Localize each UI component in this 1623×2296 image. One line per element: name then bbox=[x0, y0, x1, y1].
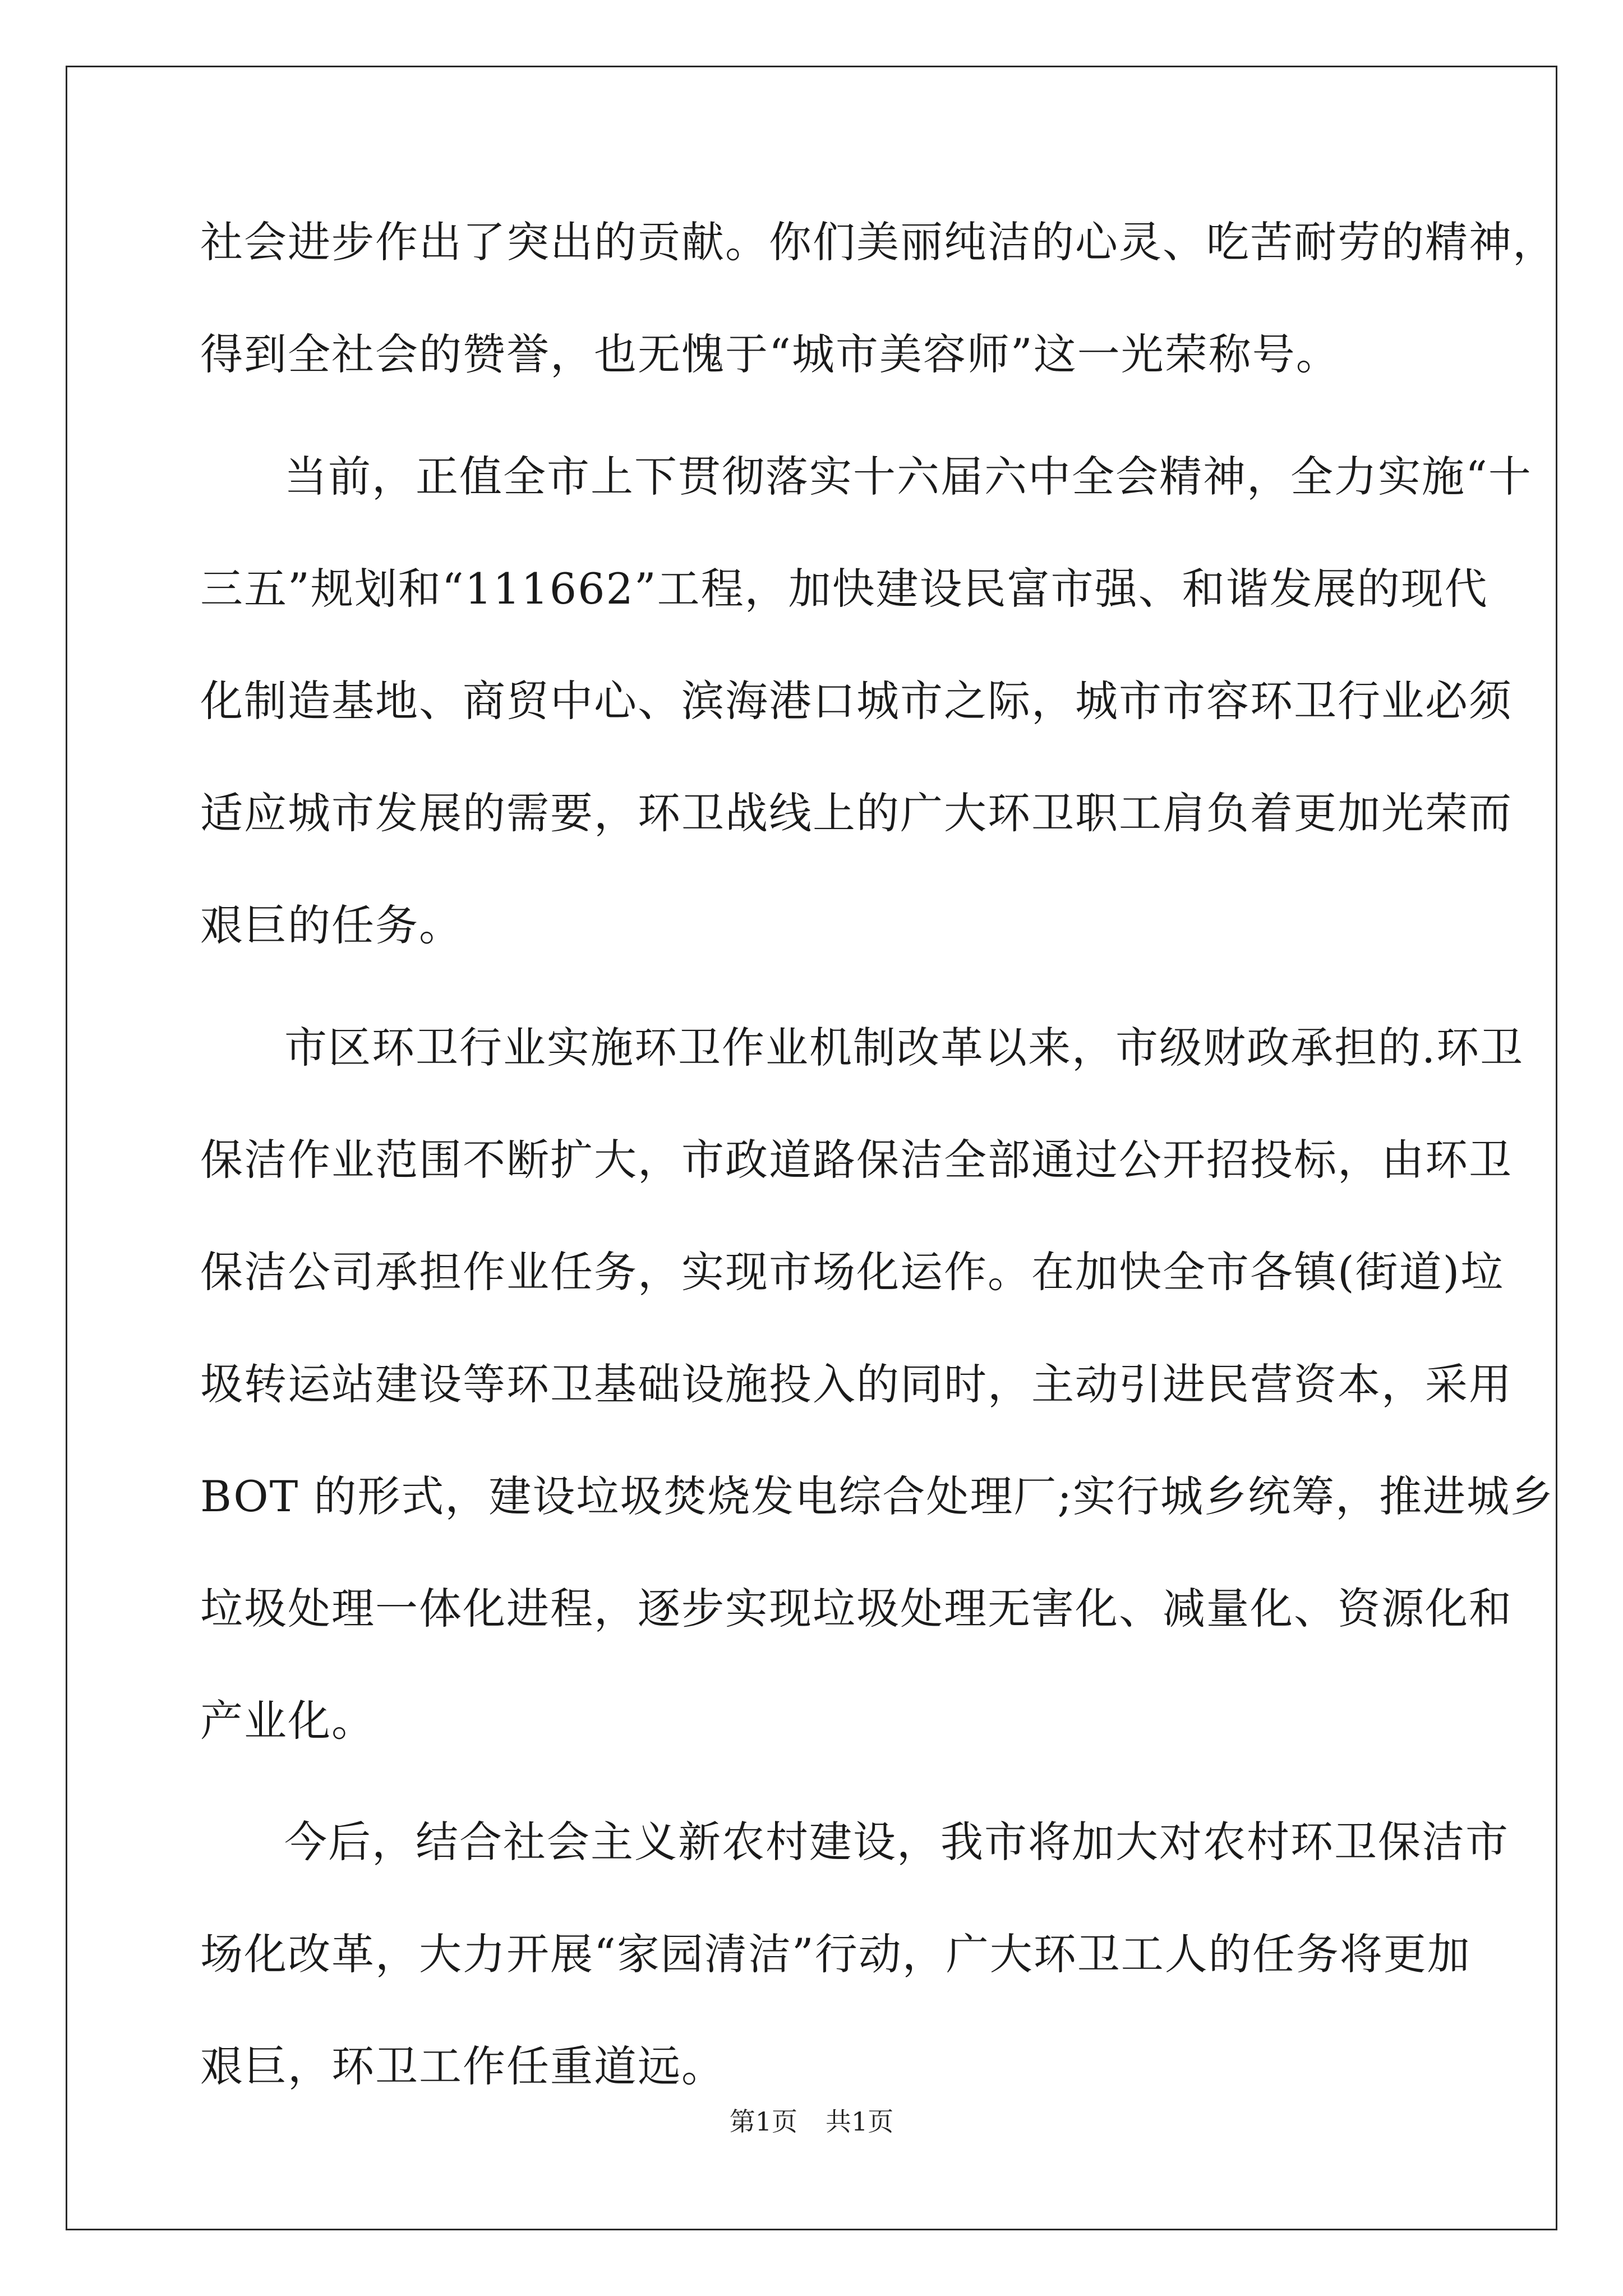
text-line: 三五”规划和“111662”工程，加快建设民富市强、和谐发展的现代 bbox=[200, 564, 1488, 614]
text-line: 社会进步作出了突出的贡献。你们美丽纯洁的心灵、吃苦耐劳的精神， bbox=[200, 217, 1556, 267]
text-line: 场化改革，大力开展“家园清洁”行动，广大环卫工人的任务将更加 bbox=[200, 1929, 1471, 1979]
text-line: 保洁作业范围不断扩大，市政道路保洁全部通过公开招投标，由环卫 bbox=[200, 1135, 1513, 1185]
text-line: 艰巨，环卫工作任重道远。 bbox=[200, 2041, 725, 2091]
page-footer bbox=[0, 2101, 1623, 2138]
page-number: 第1页 bbox=[729, 2106, 797, 2137]
text-line: 化制造基地、商贸中心、滨海港口城市之际，城市市容环卫行业必须 bbox=[200, 676, 1513, 726]
text-line: 适应城市发展的需要，环卫战线上的广大环卫职工肩负着更加光荣而 bbox=[200, 788, 1513, 838]
text-line: 垃圾处理一体化进程，逐步实现垃圾处理无害化、减量化、资源化和 bbox=[200, 1584, 1513, 1634]
text-line: 圾转运站建设等环卫基础设施投入的同时，主动引进民营资本，采用 bbox=[200, 1359, 1513, 1409]
text-line: 艰巨的任务。 bbox=[200, 900, 463, 950]
text-line: 得到全社会的赞誉，也无愧于“城市美容师”这一光荣称号。 bbox=[200, 329, 1340, 379]
paragraph-start-line: 今后，结合社会主义新农村建设，我市将加大对农村环卫保洁市 bbox=[284, 1817, 1509, 1867]
paragraph-start-line: 当前，正值全市上下贯彻落实十六届六中全会精神，全力实施“十 bbox=[284, 452, 1532, 501]
page-total: 共1页 bbox=[826, 2106, 894, 2137]
paragraph-start-line: 市区环卫行业实施环卫作业机制改革以来，市级财政承担的.环卫 bbox=[284, 1023, 1524, 1073]
text-line: 产业化。 bbox=[200, 1696, 375, 1746]
text-line: BOT 的形式，建设垃圾焚烧发电综合处理厂;实行城乡统筹，推进城乡 bbox=[200, 1471, 1555, 1521]
text-line: 保洁公司承担作业任务，实现市场化运作。在加快全市各镇(街道)垃 bbox=[200, 1247, 1505, 1297]
